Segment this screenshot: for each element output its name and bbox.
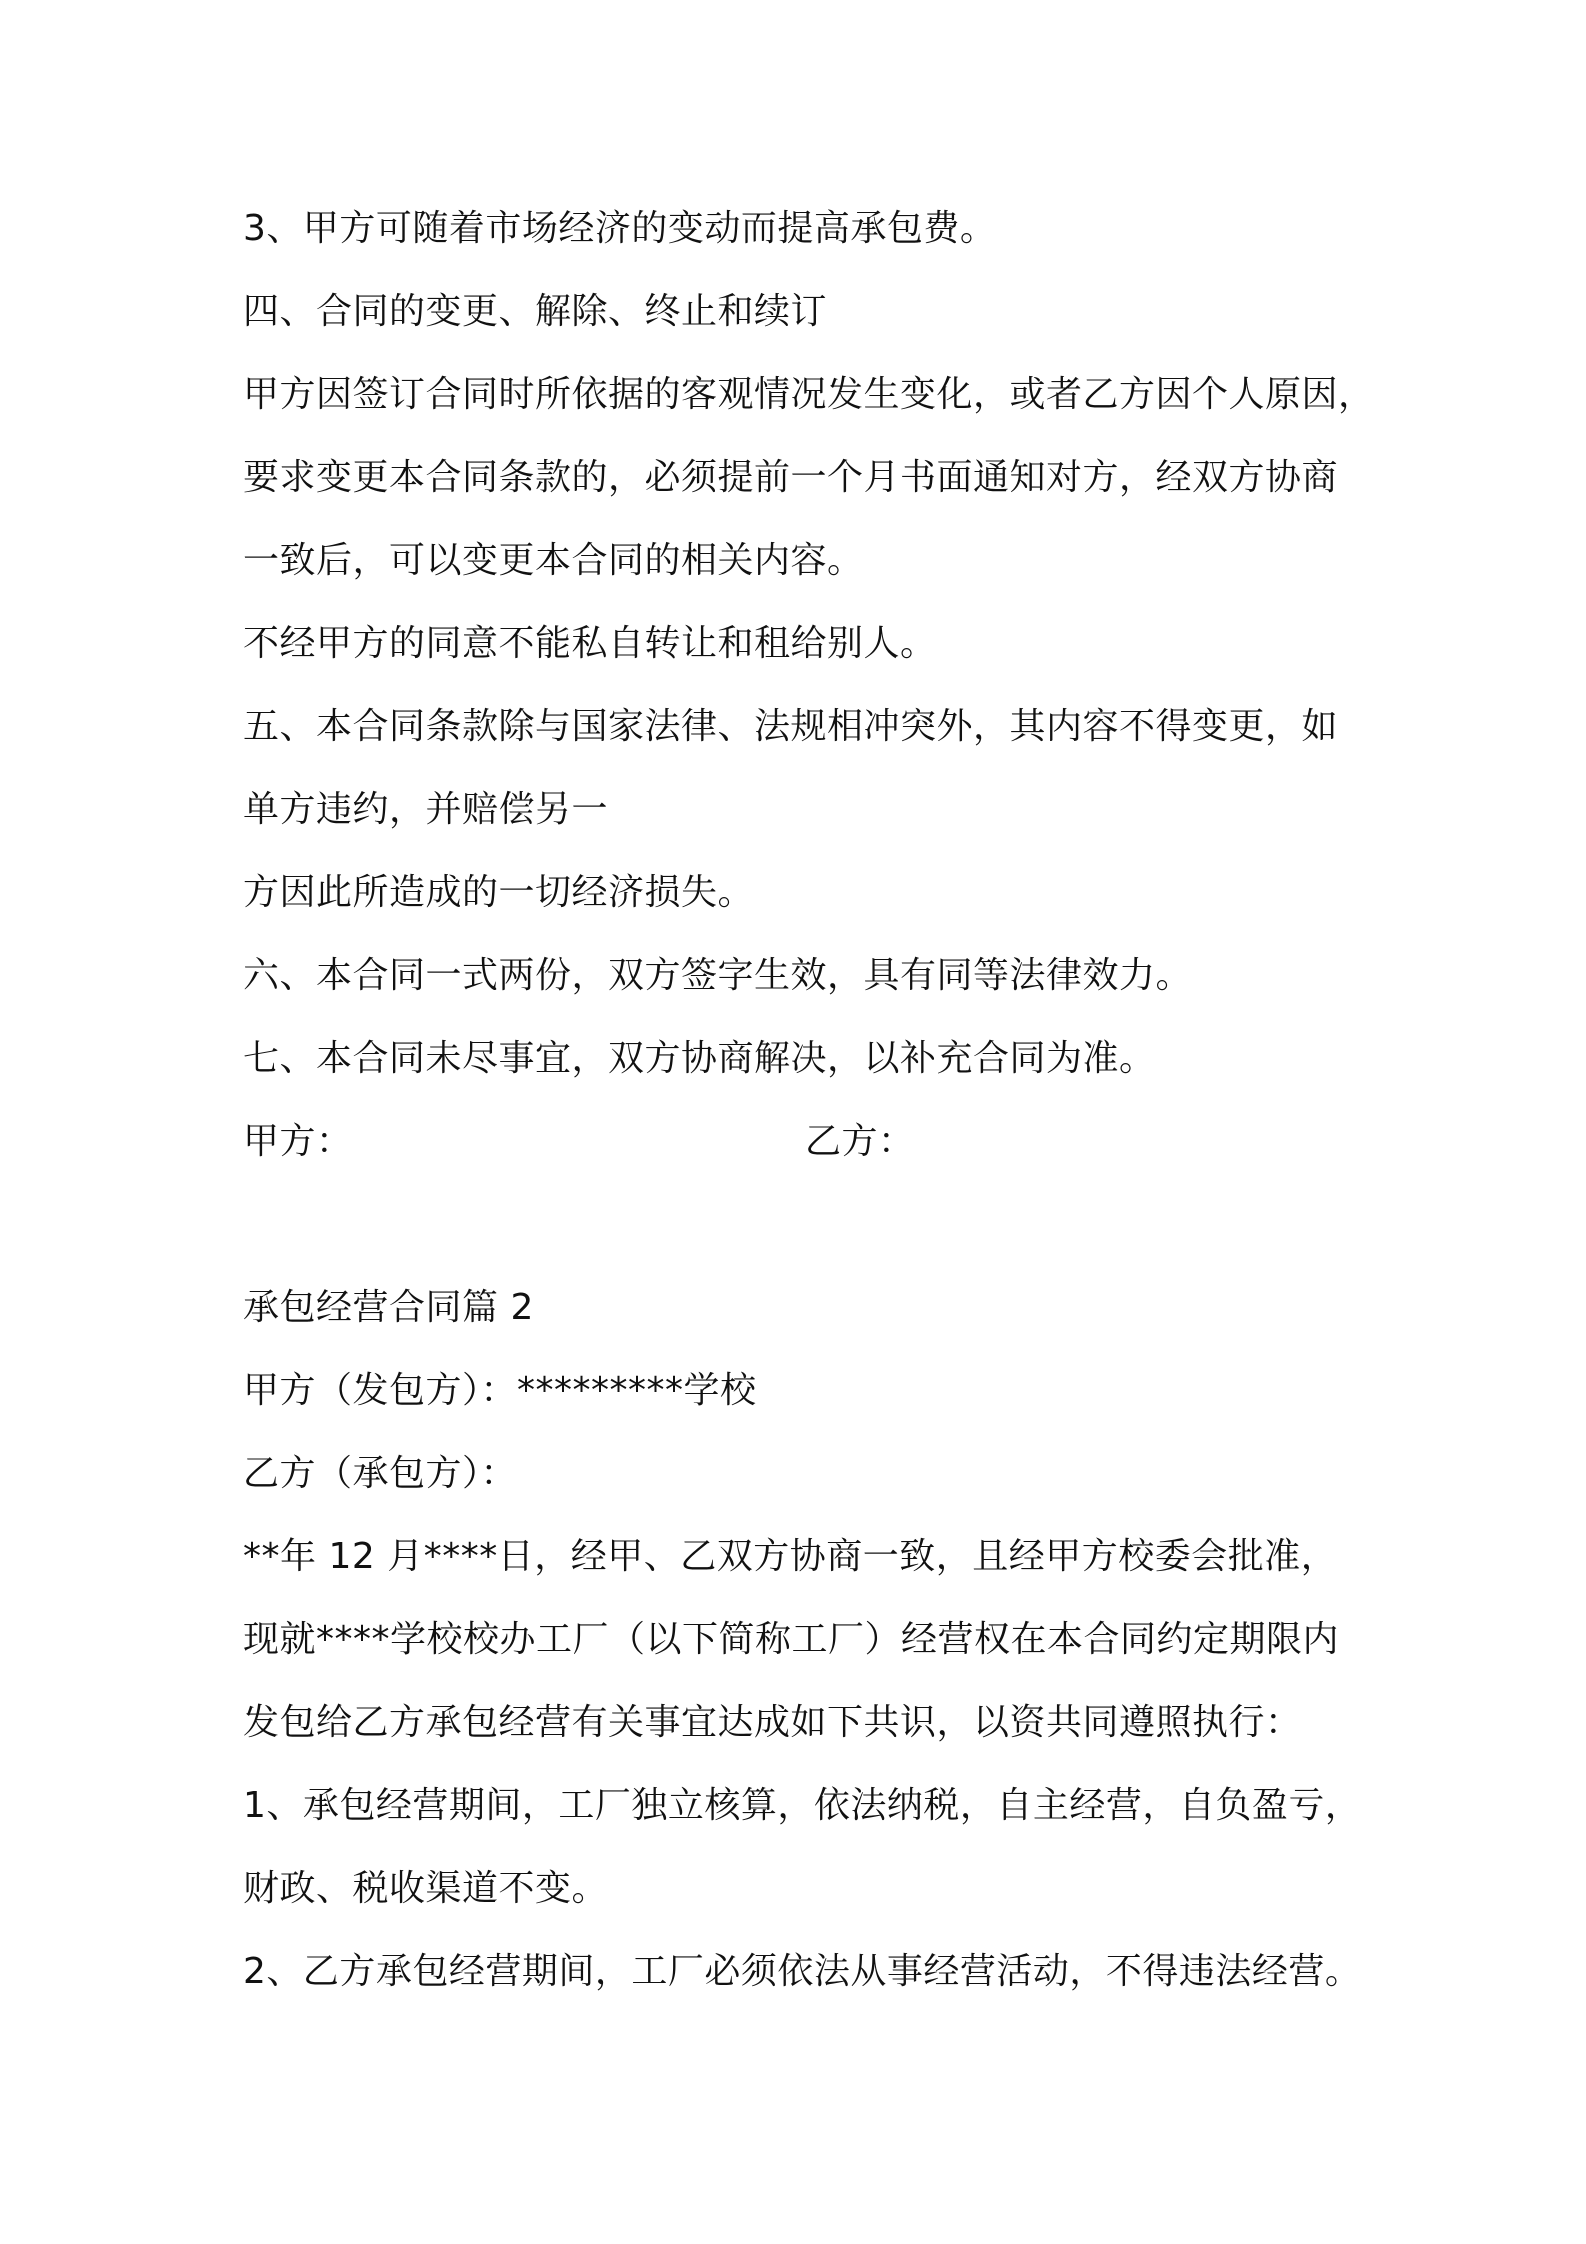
section-7-line: 七、本合同未尽事宜，双方协商解决，以补充合同为准。 (243, 1038, 1156, 1079)
paragraph-line: 甲方因签订合同时所依据的客观情况发生变化，或者乙方因个人原因， (243, 374, 1375, 415)
section2-line: **年 12 月****日，经甲、乙双方协商一致，且经甲方校委会批准， (243, 1536, 1338, 1577)
paragraph-line: 不经甲方的同意不能私自转让和租给别人。 (243, 623, 937, 664)
clause-3-line: 3、甲方可随着市场经济的变动而提高承包费。 (243, 208, 997, 249)
section2-line: 1、承包经营期间，工厂独立核算，依法纳税，自主经营，自负盈亏， (243, 1785, 1362, 1826)
section2-line: 甲方（发包方）：*********学校 (243, 1370, 757, 1411)
section-5-line: 五、本合同条款除与国家法律、法规相冲突外，其内容不得变更，如 (243, 706, 1339, 747)
signature-party-a: 甲方： (243, 1121, 353, 1162)
section-4-heading: 四、合同的变更、解除、终止和续订 (243, 291, 828, 332)
paragraph-line: 方因此所造成的一切经济损失。 (243, 872, 755, 913)
section2-line: 财政、税收渠道不变。 (243, 1868, 609, 1909)
paragraph-line: 单方违约，并赔偿另一 (243, 789, 609, 830)
signature-party-b: 乙方： (805, 1121, 915, 1162)
section2-title: 承包经营合同篇 2 (243, 1287, 534, 1328)
section2-line: 乙方（承包方）： (243, 1453, 518, 1494)
section2-line: 现就****学校校办工厂（以下简称工厂）经营权在本合同约定期限内 (243, 1619, 1340, 1660)
paragraph-line: 要求变更本合同条款的，必须提前一个月书面通知对方，经双方协商 (243, 457, 1339, 498)
paragraph-line: 一致后，可以变更本合同的相关内容。 (243, 540, 864, 581)
section-6-line: 六、本合同一式两份，双方签字生效，具有同等法律效力。 (243, 955, 1193, 996)
section2-line: 发包给乙方承包经营有关事宜达成如下共识，以资共同遵照执行： (243, 1702, 1302, 1743)
section2-line: 2、乙方承包经营期间，工厂必须依法从事经营活动，不得违法经营。 (243, 1951, 1362, 1992)
